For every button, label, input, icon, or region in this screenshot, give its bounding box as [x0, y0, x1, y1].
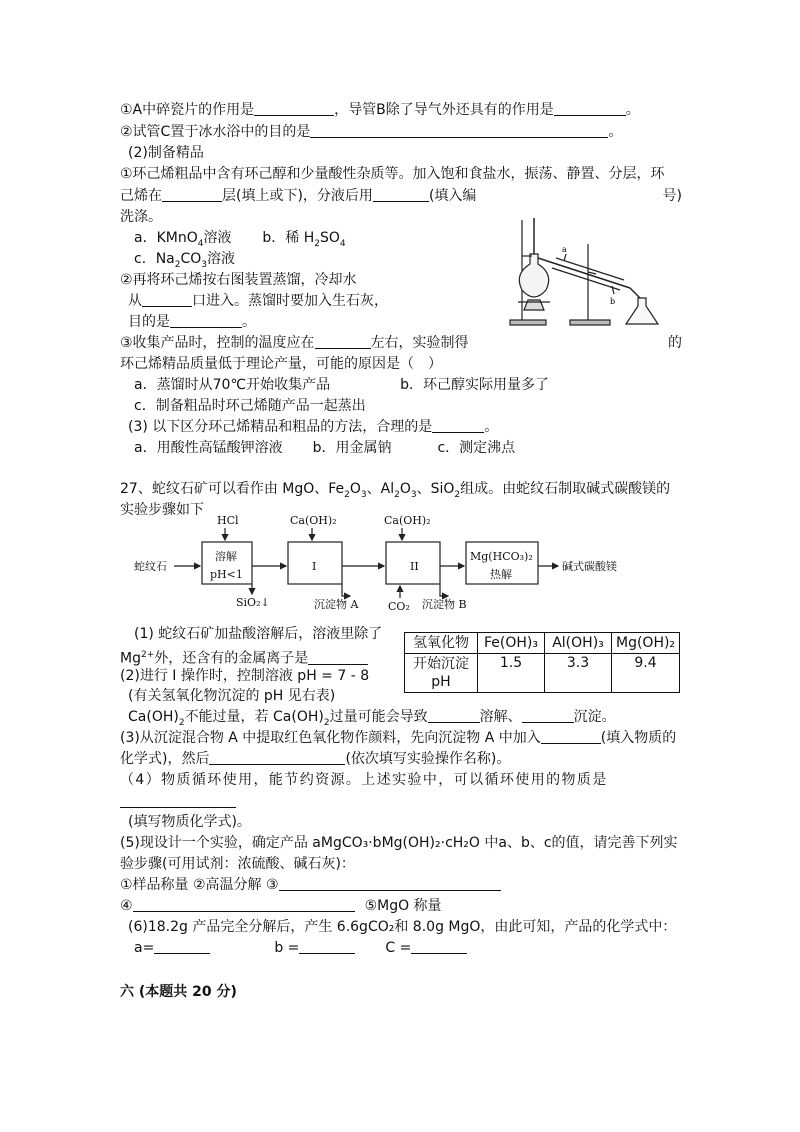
- condenser-jacket-top: [556, 258, 624, 280]
- q26-p3-line-a: [120, 333, 682, 353]
- q27-2-line-a: (2)进行 I 操作时，控制溶液 pH = 7 - 8: [120, 668, 370, 684]
- table-cell: 3.3: [545, 654, 612, 693]
- text: 。: [484, 419, 499, 435]
- q26-line-2: [120, 122, 622, 142]
- answer-blank[interactable]: [541, 729, 601, 744]
- q27-6-line-a: (6)18.2g 产品完全分解后，产生 6.6gCO₂和 8.0g MgO，由此可知，产品的化学式中：: [128, 919, 677, 935]
- flow-start-label: 蛇纹石: [134, 560, 167, 573]
- flow-box-1-line-2: pH<1: [210, 568, 243, 581]
- label-a: a: [562, 245, 567, 254]
- answer-blank[interactable]: [279, 876, 501, 891]
- text: 目的是: [128, 314, 170, 330]
- flow-precipitate-a: 沉淀物 A: [314, 598, 359, 611]
- text: O: [349, 481, 361, 497]
- text: 组成。由蛇纹石制取碱式碳酸镁的: [460, 481, 671, 497]
- period: 。: [608, 124, 623, 140]
- flow-reagent-hcl: HCl: [217, 514, 239, 527]
- flow-box-1-line-1: 溶解: [215, 550, 237, 563]
- text: (3) 以下区分环己烯精品和粗品的方法，合理的是: [128, 419, 433, 435]
- answer-blank[interactable]: [373, 187, 429, 202]
- q27-5-line-a: (5)现设计一个实验，确定产品 aMgCO₃·bMg(OH)₂·cH₂O 中a、b、c的值，请完善下列实: [120, 835, 678, 851]
- text: 溶解、: [479, 709, 522, 725]
- table-cell: 9.4: [612, 654, 680, 693]
- subscript: 2: [314, 238, 320, 249]
- flow-end-label: 碱式碳酸镁: [562, 560, 617, 573]
- answer-blank[interactable]: [432, 418, 484, 433]
- subscript: 2: [174, 259, 181, 270]
- flow-box-3-label: II: [410, 560, 419, 573]
- text: (3)从沉淀混合物 A 中提取红色氧化物作颜料，先向沉淀物 A 中加入: [120, 730, 541, 746]
- q27-5-line-d: [120, 896, 442, 916]
- clamp: [588, 272, 596, 274]
- q27-3-line-a: [120, 728, 676, 748]
- flow-output-sio2: SiO₂↓: [236, 596, 270, 609]
- text: pH: [431, 674, 451, 690]
- text: 从: [128, 293, 142, 309]
- text: 外，还含有的金属离子是: [154, 650, 309, 667]
- text: 口进入。蒸馏时要加入生石灰，: [192, 293, 388, 309]
- flow-reagent-co2: CO₂: [388, 600, 410, 613]
- subscript: 3: [201, 259, 208, 270]
- text: 沉淀。: [573, 709, 616, 725]
- label-b: b: [610, 297, 616, 306]
- water-outlet: [564, 254, 566, 261]
- flow-precipitate-b: 沉淀物 B: [422, 598, 467, 611]
- text: Mg: [120, 650, 141, 667]
- text: SO: [319, 230, 340, 246]
- section-6-heading: 六 (本题共 20 分): [120, 984, 237, 1000]
- subscript: 2: [394, 489, 400, 500]
- text: 开始沉淀: [413, 656, 469, 672]
- answer-blank[interactable]: [315, 334, 371, 349]
- option-c: c．Na: [134, 251, 175, 267]
- q26-line-1: [120, 100, 640, 120]
- text: 层(填上或下)，分液后用: [222, 188, 373, 204]
- q27-2-line-b: (有关氢氧化物沉淀的 pH 见右表): [128, 688, 336, 704]
- stand-base: [510, 320, 546, 325]
- option-a: a．蒸馏时从70℃开始收集产品: [134, 377, 331, 393]
- stand-base: [570, 320, 610, 325]
- q27-3-line-b: [120, 749, 510, 769]
- text: ④: [120, 898, 133, 914]
- subscript: 2: [344, 489, 350, 500]
- option-a: a．KMnO: [134, 230, 198, 246]
- q27-5-line-c: [120, 875, 501, 895]
- option-b: b．稀 H: [262, 230, 315, 246]
- flow-reagent-caoh2: Ca(OH)₂: [384, 514, 431, 527]
- text: O: [399, 481, 411, 497]
- subscript: 3: [360, 489, 367, 500]
- q26-p1-line-c: 洗涤。: [120, 209, 162, 225]
- text: 不能过量，若 Ca(OH): [184, 709, 324, 725]
- q27-intro-line-2: 实验步骤如下: [120, 502, 204, 518]
- answer-blank[interactable]: [209, 750, 345, 765]
- text: (填入编: [428, 188, 477, 204]
- answer-blank[interactable]: [411, 939, 467, 954]
- period: 。: [625, 102, 640, 118]
- hydroxide-ph-table: [404, 632, 680, 693]
- text: 号): [662, 188, 682, 204]
- text: ③收集产品时，控制的温度应在: [120, 335, 315, 351]
- text: Ca(OH): [128, 709, 179, 725]
- option-c: c．测定沸点: [437, 440, 516, 456]
- flow-reagent-caoh2: Ca(OH)₂: [290, 514, 337, 527]
- answer-blank[interactable]: [299, 939, 355, 954]
- answer-blank[interactable]: [554, 101, 626, 116]
- q27-5-line-b: 验步骤(可用试剂：浓硫酸、碱石灰)：: [120, 856, 355, 872]
- text: CO: [180, 251, 202, 267]
- answer-blank[interactable]: [154, 939, 210, 954]
- text: ①样品称量 ②高温分解 ③: [120, 877, 279, 893]
- q27-4-line-a: （4）物质循环使用，能节约资源。上述实验中，可以循环使用的物质是: [120, 772, 608, 788]
- q26-p2-line-b: [128, 291, 388, 311]
- table-header-cell: Mg(OH)₂: [612, 633, 680, 654]
- text: 、Al: [366, 481, 395, 497]
- q27-1-line-a: (1) 蛇纹石矿加盐酸溶解后，溶液里除了: [134, 626, 383, 642]
- subscript: 2: [454, 489, 461, 500]
- answer-blank[interactable]: [120, 793, 236, 808]
- subscript: 2: [178, 717, 185, 728]
- q26-p3-options-ab: [134, 375, 549, 395]
- text: (依次填写实验操作名称)。: [345, 751, 511, 767]
- answer-blank[interactable]: [142, 292, 192, 307]
- q26-2-text: ②试管C置于冰水浴中的目的是: [120, 124, 311, 140]
- text: 、SiO: [416, 481, 455, 497]
- q26-part3-line: [128, 417, 498, 437]
- receiving-flask: [626, 298, 658, 324]
- q26-1-text-a: ①A中碎瓷片的作用是: [120, 102, 255, 118]
- condenser-inner: [538, 258, 630, 288]
- q26-p1-line-a: ①环己烯粗品中含有环己醇和少量酸性杂质等。加入饱和食盐水，振荡、静置、分层，环: [120, 166, 665, 182]
- answer-blank[interactable]: [162, 187, 222, 202]
- table-row-label: [405, 654, 478, 693]
- flow-box-2-label: I: [312, 560, 317, 573]
- table-header-cell: Al(OH)₃: [545, 633, 612, 654]
- distillation-apparatus-diagram: [500, 214, 682, 332]
- q27-4-line-c: (填写物质化学式)。: [128, 814, 251, 830]
- option-b: b．环己醇实际用量多了: [400, 377, 550, 393]
- text: C =: [385, 940, 412, 956]
- q26-part3-options: [134, 438, 515, 458]
- arrow: [342, 584, 350, 596]
- text: 27、蛇纹石矿可以看作由 MgO、Fe: [120, 481, 345, 497]
- table-header-cell: 氢氧化物: [405, 633, 478, 654]
- subscript: 3: [410, 489, 417, 500]
- part2-title: (2)制备精品: [128, 145, 204, 161]
- text: 。: [242, 314, 256, 330]
- table-header-cell: Fe(OH)₃: [478, 633, 545, 654]
- answer-blank[interactable]: [133, 897, 355, 912]
- process-flowchart: [130, 514, 690, 618]
- answer-blank[interactable]: [428, 708, 480, 723]
- option-a: a．用酸性高锰酸钾溶液: [134, 440, 283, 456]
- condenser-jacket-bottom: [552, 268, 620, 290]
- answer-blank[interactable]: [522, 708, 574, 723]
- subscript: 4: [339, 238, 346, 249]
- answer-blank[interactable]: [254, 101, 334, 116]
- table-row: [405, 654, 680, 693]
- subscript: 4: [197, 238, 204, 249]
- text: 的: [668, 335, 682, 351]
- text: 左右，实验制得: [370, 335, 469, 351]
- text: 化学式)，然后: [120, 751, 210, 767]
- text: b =: [274, 940, 300, 956]
- answer-blank[interactable]: [310, 123, 608, 138]
- text: 过量可能会导致: [329, 709, 428, 725]
- q26-1-text-b: ，导管B除了导气外还具有的作用是: [334, 102, 554, 118]
- subscript: 2: [323, 717, 330, 728]
- q27-4-line-b: [120, 792, 236, 812]
- superscript: 2+: [140, 650, 155, 660]
- text: a=: [134, 940, 155, 956]
- q26-p2-line-c: [128, 312, 256, 332]
- q27-6-line-b: [134, 938, 467, 958]
- text: 溶液: [203, 230, 232, 246]
- flow-box-4-line-2: 热解: [490, 568, 512, 581]
- q26-p1-line-b: [120, 186, 682, 206]
- q26-p2-line-a: ②再将环己烯按右图装置蒸馏，冷却水: [120, 272, 357, 288]
- option-b: b．用金属钠: [312, 440, 392, 456]
- arrow: [440, 584, 448, 596]
- table-header-row: [405, 633, 680, 654]
- flow-box-4-line-1: Mg(HCO₃)₂: [470, 550, 533, 563]
- text: (填入物质的: [600, 730, 677, 746]
- text: 己烯在: [120, 188, 162, 204]
- text: ⑤MgO 称量: [364, 898, 442, 914]
- answer-blank[interactable]: [308, 650, 368, 665]
- q26-p3-option-c: c．制备粗品时环己烯随产品一起蒸出: [134, 398, 366, 414]
- answer-blank[interactable]: [170, 313, 242, 328]
- text: 溶液: [207, 251, 236, 267]
- q26-p3-line-b: 环己烯精品质量低于理论产量，可能的原因是（ ）: [120, 356, 442, 372]
- table-cell: 1.5: [478, 654, 545, 693]
